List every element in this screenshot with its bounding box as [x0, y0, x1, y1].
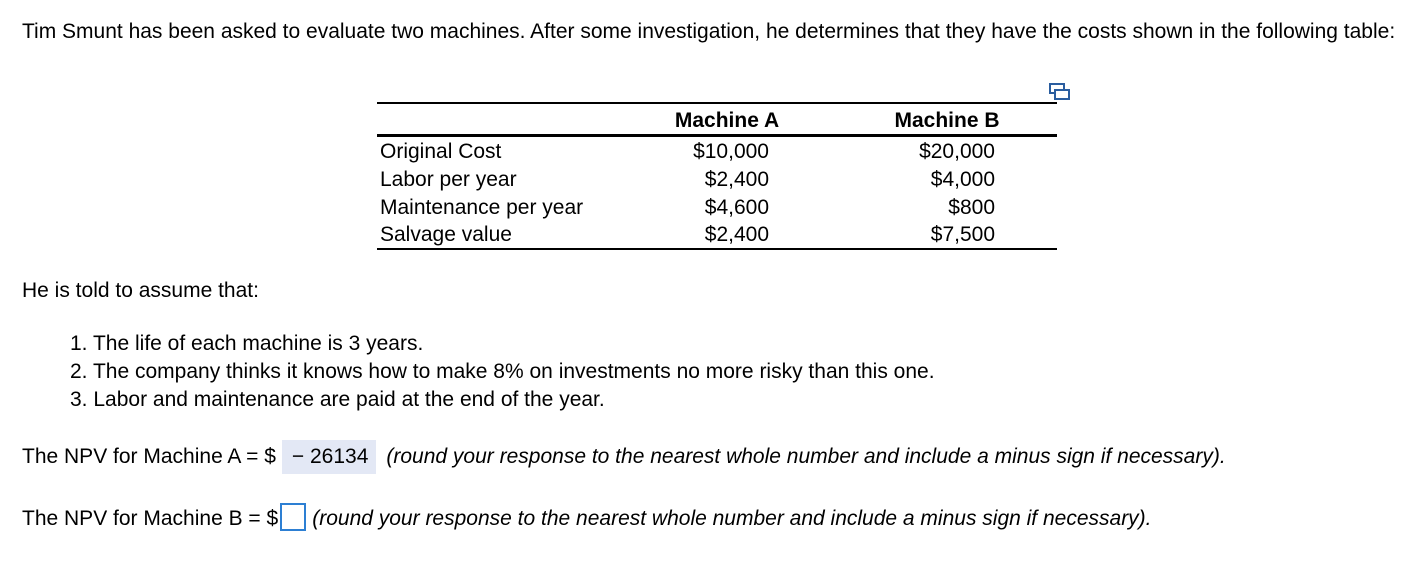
npv-a-answer-field[interactable]: − 26134 — [282, 440, 377, 474]
row-label: Maintenance per year — [380, 196, 584, 219]
copy-icon[interactable] — [1049, 83, 1071, 101]
list-item: 2. The company thinks it knows how to make 8% on investments no more risky than this one. — [70, 360, 935, 383]
cell-machine-b: $20,000 — [919, 140, 995, 163]
cell-machine-b: $7,500 — [930, 223, 995, 246]
header-machine-a: Machine A — [674, 109, 780, 132]
table-bottom-rule — [377, 248, 1057, 250]
answer-machine-b — [22, 505, 1152, 533]
table-row — [377, 168, 1057, 196]
table-top-rule — [377, 102, 1057, 104]
row-label: Original Cost — [380, 140, 502, 163]
table-header-rule — [377, 134, 1057, 137]
assumptions-intro: He is told to assume that: — [22, 279, 259, 302]
cell-machine-b: $4,000 — [930, 168, 995, 191]
row-label: Labor per year — [380, 168, 517, 191]
row-label: Salvage value — [380, 223, 512, 246]
cell-machine-b: $800 — [948, 196, 995, 219]
answer-b-label: The NPV for Machine B = $ — [22, 507, 279, 530]
cell-machine-a: $10,000 — [693, 140, 769, 163]
answer-b-hint: (round your response to the nearest whole number and include a minus sign if necessary). — [312, 507, 1152, 530]
npv-b-input[interactable] — [280, 503, 306, 531]
table-row — [377, 140, 1057, 168]
cell-machine-a: $2,400 — [704, 168, 769, 191]
assumptions-list — [70, 330, 935, 414]
answer-a-hint: (round your response to the nearest whole number and include a minus sign if necessary). — [386, 445, 1226, 468]
answer-a-label: The NPV for Machine A = $ — [22, 445, 276, 468]
table-row — [377, 196, 1057, 224]
answer-machine-a — [22, 440, 1226, 474]
cell-machine-a: $4,600 — [704, 196, 769, 219]
table-row — [377, 223, 1057, 251]
cell-machine-a: $2,400 — [704, 223, 769, 246]
header-machine-b: Machine B — [894, 109, 1000, 132]
problem-intro: Tim Smunt has been asked to evaluate two machines. After some investigation, he determines that they have the costs shown in the following table: — [22, 20, 1396, 43]
list-item: 3. Labor and maintenance are paid at the end of the year. — [70, 388, 605, 411]
list-item: 1. The life of each machine is 3 years. — [70, 332, 424, 355]
